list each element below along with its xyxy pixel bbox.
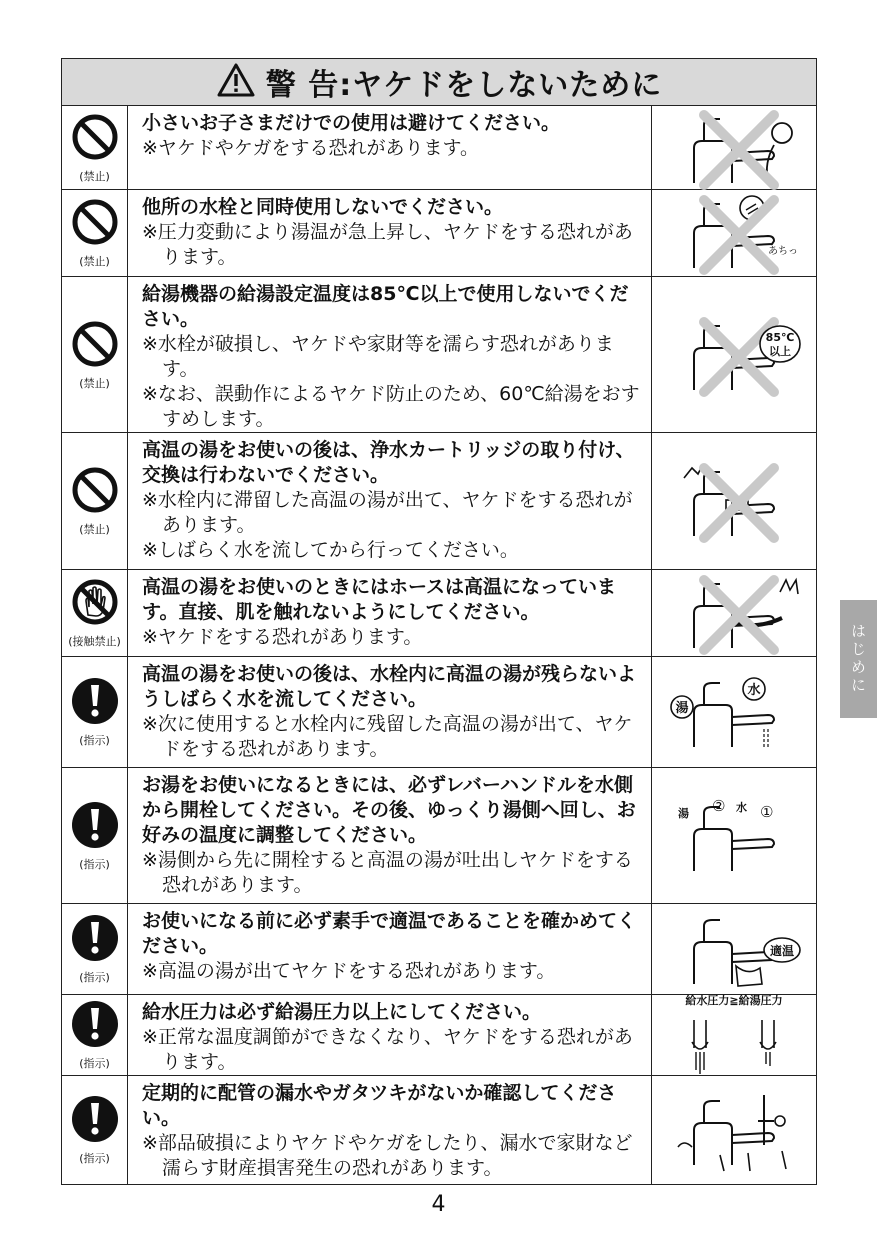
warning-heading: 高温の湯をお使いの後は、水栓内に高温の湯が残らないようしばらく水を流してください。 [142, 663, 637, 710]
mandatory-icon [70, 999, 120, 1049]
warning-text [128, 277, 652, 432]
warning-row [62, 904, 816, 995]
svg-text:給水圧力≧給湯圧力: 給水圧力≧給湯圧力 [685, 994, 783, 1007]
svg-text:湯: 湯 [678, 806, 689, 820]
warning-note: ※なお、誤動作によるヤケド防止のため、60℃給湯をおすすめします。 [142, 383, 640, 430]
symbol-label: (指示) [79, 1057, 110, 1070]
cartridge-hot-x-icon [652, 433, 816, 569]
lever-order-icon [652, 768, 816, 903]
svg-text:水: 水 [736, 800, 747, 814]
warning-row [62, 768, 816, 904]
hose-hot-x-icon [652, 570, 816, 656]
warning-text [128, 106, 652, 189]
warning-row [62, 1076, 816, 1184]
warning-heading: お使いになる前に必ず素手で適温であることを確かめてください。 [142, 910, 637, 957]
faucet-85c-x-icon [652, 277, 816, 432]
mandatory-icon [70, 800, 120, 850]
warning-heading: 高温の湯をお使いの後は、浄水カートリッジの取り付け、交換は行わないでください。 [142, 439, 635, 486]
symbol-cell [62, 433, 128, 569]
shower-hot-x-icon [652, 190, 816, 276]
warning-heading: 小さいお子さまだけでの使用は避けてください。 [142, 112, 561, 134]
warning-row [62, 190, 816, 277]
warning-row [62, 277, 816, 433]
warning-note: ※部品破損によりヤケドやケガをしたり、漏水で家財など濡らす財産損害発生の恐れがあります。 [142, 1132, 633, 1179]
warning-heading: 給湯機器の給湯設定温度は85℃以上で使用しないでください。 [142, 283, 629, 330]
svg-text:以上: 以上 [769, 344, 791, 358]
symbol-cell [62, 657, 128, 767]
svg-text:水: 水 [747, 683, 761, 698]
no-touch-icon [70, 577, 120, 627]
symbol-label: (接触禁止) [68, 635, 121, 648]
warning-note: ※ヤケドやケガをする恐れがあります。 [142, 137, 480, 159]
warning-row [62, 995, 816, 1076]
symbol-label: (禁止) [79, 255, 110, 268]
symbol-label: (指示) [79, 857, 110, 871]
warning-row [62, 106, 816, 190]
warning-note: ※ヤケドをする恐れがあります。 [142, 626, 423, 648]
symbol-cell [62, 768, 128, 903]
prohibition-icon [70, 465, 120, 515]
side-tab: はじめに [840, 600, 877, 718]
warning-row [62, 433, 816, 570]
page-title: 警 告:ヤケドをしないために [265, 68, 663, 103]
svg-text:湯: 湯 [675, 701, 689, 716]
warning-text [128, 995, 652, 1075]
warning-text [128, 570, 652, 656]
pressure-compare-icon [652, 995, 816, 1075]
symbol-label: (禁止) [79, 376, 110, 390]
warning-heading: 給水圧力は必ず給湯圧力以上にしてください。 [142, 1001, 542, 1023]
warning-sheet [61, 58, 817, 1185]
prohibition-icon [70, 319, 120, 369]
symbol-label: (禁止) [79, 523, 110, 536]
warning-note: ※水栓が破損し、ヤケドや家財等を濡らす恐れがあります。 [142, 333, 614, 380]
svg-text:②: ② [712, 796, 726, 815]
symbol-cell [62, 1076, 128, 1184]
svg-text:あちっ: あちっ [768, 246, 798, 257]
faucet-water-side-icon [652, 657, 816, 767]
mandatory-icon [70, 913, 120, 963]
warning-note: ※次に使用すると水栓内に残留した高温の湯が出て、ヤケドをする恐れがあります。 [142, 713, 633, 760]
warning-header [62, 59, 816, 106]
warning-text [128, 433, 652, 569]
warning-text [128, 904, 652, 994]
symbol-label: (禁止) [79, 169, 110, 183]
symbol-cell [62, 277, 128, 432]
warning-note: ※正常な温度調節ができなくなり、ヤケドをする恐れがあります。 [142, 1026, 633, 1073]
symbol-cell [62, 106, 128, 189]
svg-text:①: ① [760, 802, 774, 821]
warning-text [128, 768, 652, 903]
warning-note: ※水栓内に滞留した高温の湯が出て、ヤケドをする恐れがあります。 [142, 489, 633, 536]
symbol-cell [62, 570, 128, 656]
warning-text [128, 657, 652, 767]
warning-note: ※圧力変動により湯温が急上昇し、ヤケドをする恐れがあります。 [142, 221, 633, 268]
mandatory-icon [70, 1094, 120, 1144]
warning-note: ※高温の湯が出てヤケドをする恐れがあります。 [142, 960, 556, 982]
warning-note: ※しばらく水を流してから行ってください。 [142, 539, 519, 561]
symbol-label: (指示) [79, 971, 110, 984]
prohibition-icon [70, 112, 120, 162]
warning-text [128, 190, 652, 276]
warning-row [62, 570, 816, 657]
warning-heading: 定期的に配管の漏水やガタツキがないか確認してください。 [142, 1082, 617, 1129]
svg-text:適温: 適温 [769, 944, 795, 958]
warning-text [128, 1076, 652, 1184]
warning-triangle-icon [216, 62, 256, 102]
hand-check-temp-icon [652, 904, 816, 994]
symbol-cell [62, 904, 128, 994]
symbol-cell [62, 190, 128, 276]
warning-row [62, 657, 816, 768]
warning-heading: 高温の湯をお使いのときにはホースは高温になっています。直接、肌を触れないようにしてください。 [142, 576, 617, 623]
warning-note: ※湯側から先に開栓すると高温の湯が吐出しヤケドをする恐れがあります。 [142, 849, 633, 896]
symbol-label: (指示) [79, 1152, 110, 1165]
symbol-label: (指示) [79, 734, 110, 747]
warning-heading: 他所の水栓と同時使用しないでください。 [142, 196, 504, 218]
symbol-cell [62, 995, 128, 1075]
svg-text:85℃: 85℃ [765, 330, 795, 344]
pipe-inspection-icon [652, 1076, 816, 1184]
warning-heading: お湯をお使いになるときには、必ずレバーハンドルを水側から開栓してください。その後、ゆっくり湯側へ回し、お好みの温度に調整してください。 [142, 774, 636, 846]
page-number: 4 [431, 1192, 446, 1217]
mandatory-icon [70, 676, 120, 726]
child-faucet-x-icon [652, 106, 816, 189]
prohibition-icon [70, 197, 120, 247]
